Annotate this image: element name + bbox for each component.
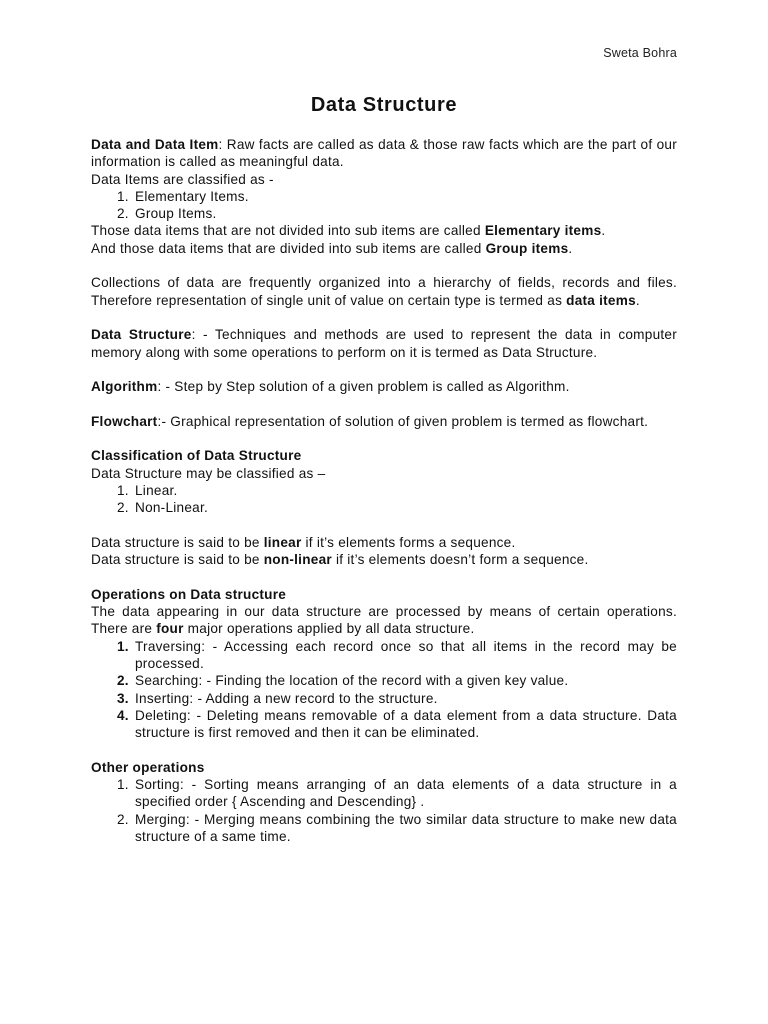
algorithm-definition: Algorithm: - Step by Step solution of a given problem is called as Algorithm. — [91, 379, 570, 395]
list-number: 2. — [117, 500, 129, 516]
list-number: 4. — [117, 707, 129, 723]
document-body — [91, 136, 677, 845]
list-item — [91, 672, 677, 689]
list-item-text: Non-Linear. — [135, 500, 209, 516]
list-number: 1. — [117, 482, 129, 498]
flowchart-term: Flowchart — [91, 413, 158, 429]
list-item-text: Inserting: - Adding a new record to the structure. — [135, 690, 438, 706]
list-item — [91, 482, 677, 499]
list-item — [91, 188, 677, 205]
four-term: four — [156, 621, 184, 637]
list-item — [91, 707, 677, 742]
data-item-text: : Raw facts are called as data & those raw facts which are the part of our information is called as meaningful data. — [91, 137, 677, 170]
list-item — [91, 205, 677, 222]
other-operations-list — [91, 776, 677, 845]
list-item-text: Linear. — [135, 482, 178, 498]
data-structure-definition: Data Structure: - Techniques and methods are used to represent the data in computer memory along with some operations to perform on it is termed as Data Structure. — [91, 327, 677, 360]
list-item-text: Elementary Items. — [135, 188, 249, 204]
list-number: 3. — [117, 690, 129, 706]
list-item — [91, 690, 677, 707]
group-items-term: Group items — [485, 240, 569, 256]
non-linear-line: Data structure is said to be non-linear if it’s elements doesn’t form a sequence. — [91, 552, 589, 568]
linear-line: Data structure is said to be linear if it’s elements forms a sequence. — [91, 534, 516, 550]
list-number: 2. — [117, 206, 129, 222]
list-item — [91, 776, 677, 811]
page-title: Data Structure — [310, 94, 458, 116]
list-number: 2. — [117, 811, 129, 827]
classification-list — [91, 482, 677, 517]
list-item-text: Traversing: - Accessing each record once so that all items in the record may be processed. — [135, 638, 677, 671]
non-linear-term: non-linear — [263, 552, 332, 568]
operations-heading: Operations on Data structure — [91, 586, 287, 602]
author-name: Sweta Bohra — [603, 46, 677, 60]
list-item — [91, 499, 677, 516]
other-operations-heading: Other operations — [91, 759, 205, 775]
list-item-text: Searching: - Finding the location of the record with a given key value. — [135, 673, 569, 689]
list-number: 2. — [117, 673, 129, 689]
classification-line: Data Structure may be classified as – — [91, 465, 326, 481]
list-item-text: Sorting: - Sorting means arranging of an data elements of a data structure in a specified order { Ascending and Descending} . — [135, 776, 677, 810]
list-item — [91, 811, 677, 846]
data-item-definition — [91, 136, 677, 171]
data-items-term: data items — [566, 292, 636, 308]
operations-intro: The data appearing in our data structure are processed by means of certain operations. There are four major operations applied by all data structure. — [91, 604, 677, 637]
data-item-types-list — [91, 188, 677, 223]
collections-paragraph: Collections of data are frequently organized into a hierarchy of fields, records and files. Therefore representation of single unit of value on certain type is termed as data items. — [91, 275, 677, 308]
classification-heading: Classification of Data Structure — [91, 448, 302, 464]
linear-term: linear — [263, 534, 302, 550]
list-number: 1. — [117, 638, 129, 654]
elementary-items-term: Elementary items — [484, 223, 602, 239]
list-item-text: Deleting: - Deleting means removable of a data element from a data structure. Data structure is first removed and then it can be eliminated. — [135, 707, 677, 741]
list-item-text: Group Items. — [135, 206, 217, 222]
operations-list — [91, 638, 677, 742]
list-item — [91, 638, 677, 673]
data-item-term: Data and Data Item — [91, 137, 219, 152]
algorithm-term: Algorithm — [91, 379, 158, 395]
classified-line: Data Items are classified as - — [91, 171, 274, 187]
list-number: 1. — [117, 188, 129, 204]
elementary-items-line: Those data items that are not divided into sub items are called Elementary items. — [91, 223, 606, 239]
list-number: 1. — [117, 776, 129, 792]
flowchart-definition: Flowchart:- Graphical representation of solution of given problem is termed as flowchart. — [91, 413, 649, 429]
data-structure-term: Data Structure — [91, 327, 192, 343]
list-item-text: Merging: - Merging means combining the two similar data structure to make new data structure of a same time. — [135, 811, 677, 844]
group-items-line: And those data items that are divided into sub items are called Group items. — [91, 240, 573, 256]
